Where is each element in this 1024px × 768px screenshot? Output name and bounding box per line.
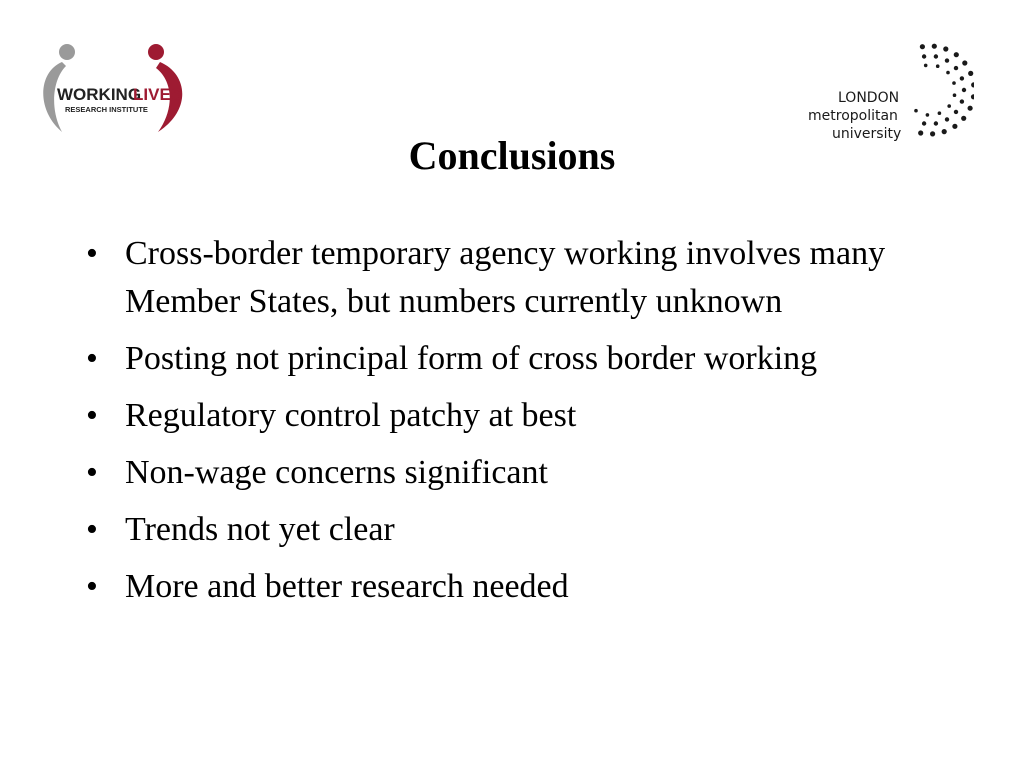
bullet-text: Posting not principal form of cross border working xyxy=(125,340,818,377)
logo-dot xyxy=(922,121,926,125)
logo-dot xyxy=(934,121,938,125)
bullet-icon: • xyxy=(86,568,98,605)
logo-dot xyxy=(961,116,966,121)
bullet-item xyxy=(84,230,964,326)
logo-dot xyxy=(945,117,949,121)
bullet-text: Non-wage concerns significant xyxy=(125,454,548,491)
logo-dot xyxy=(954,110,958,114)
bullet-item xyxy=(84,506,964,554)
bullet-text: Trends not yet clear xyxy=(125,511,395,548)
logo-dot xyxy=(938,111,942,115)
bullet-icon: • xyxy=(86,511,98,548)
logo-dot xyxy=(960,76,964,80)
bullet-item xyxy=(84,563,964,611)
bullet-icon: • xyxy=(86,340,98,377)
logo-text-university: university xyxy=(832,126,902,142)
bullet-item xyxy=(84,449,964,497)
logo-dot xyxy=(914,109,918,113)
logo-dot xyxy=(947,104,951,108)
logo-dot xyxy=(960,99,964,103)
bullet-list xyxy=(84,230,964,620)
logo-dot xyxy=(962,60,967,65)
logo-dot xyxy=(953,93,957,97)
bullet-text: Cross-border temporary agency working involves many Member States, but numbers currently unknown xyxy=(125,235,886,320)
logo-dot xyxy=(968,71,973,76)
logo-dot-spiral xyxy=(914,44,974,137)
logo-dot xyxy=(936,64,940,68)
logo-dot xyxy=(971,94,974,99)
logo-dot xyxy=(952,124,957,129)
bullet-text: More and better research needed xyxy=(125,568,569,605)
logo-dot xyxy=(954,52,959,57)
logo-dot xyxy=(926,113,930,117)
bullet-icon: • xyxy=(86,454,98,491)
slide-title: Conclusions xyxy=(408,133,616,178)
logo-dot xyxy=(968,106,973,111)
working-lives-logo xyxy=(32,40,194,136)
logo-dot xyxy=(954,66,958,70)
logo-dot xyxy=(934,54,938,58)
logo-dot xyxy=(922,54,926,58)
bullet-icon: • xyxy=(86,397,98,434)
bullet-item xyxy=(84,335,964,383)
logo-text-london: LONDON xyxy=(838,90,900,106)
logo-dot xyxy=(971,82,974,87)
logo-dot xyxy=(932,44,937,49)
logo-text-lives: LIVES xyxy=(133,85,183,104)
logo-dot xyxy=(945,58,949,62)
logo-text-tagline: RESEARCH INSTITUTE xyxy=(65,105,148,114)
logo-dot xyxy=(943,46,948,51)
logo-text-working: WORKING xyxy=(57,85,142,104)
logo-dot xyxy=(952,81,956,85)
bullet-item xyxy=(84,392,964,440)
logo-dot xyxy=(962,88,966,92)
bullet-text: Regulatory control patchy at best xyxy=(125,397,577,434)
logo-dot xyxy=(924,64,928,68)
logo-dot xyxy=(920,44,925,49)
bullet-icon: • xyxy=(86,235,98,272)
logo-text-metropolitan: metropolitan xyxy=(808,108,898,124)
logo-dot xyxy=(946,71,950,75)
